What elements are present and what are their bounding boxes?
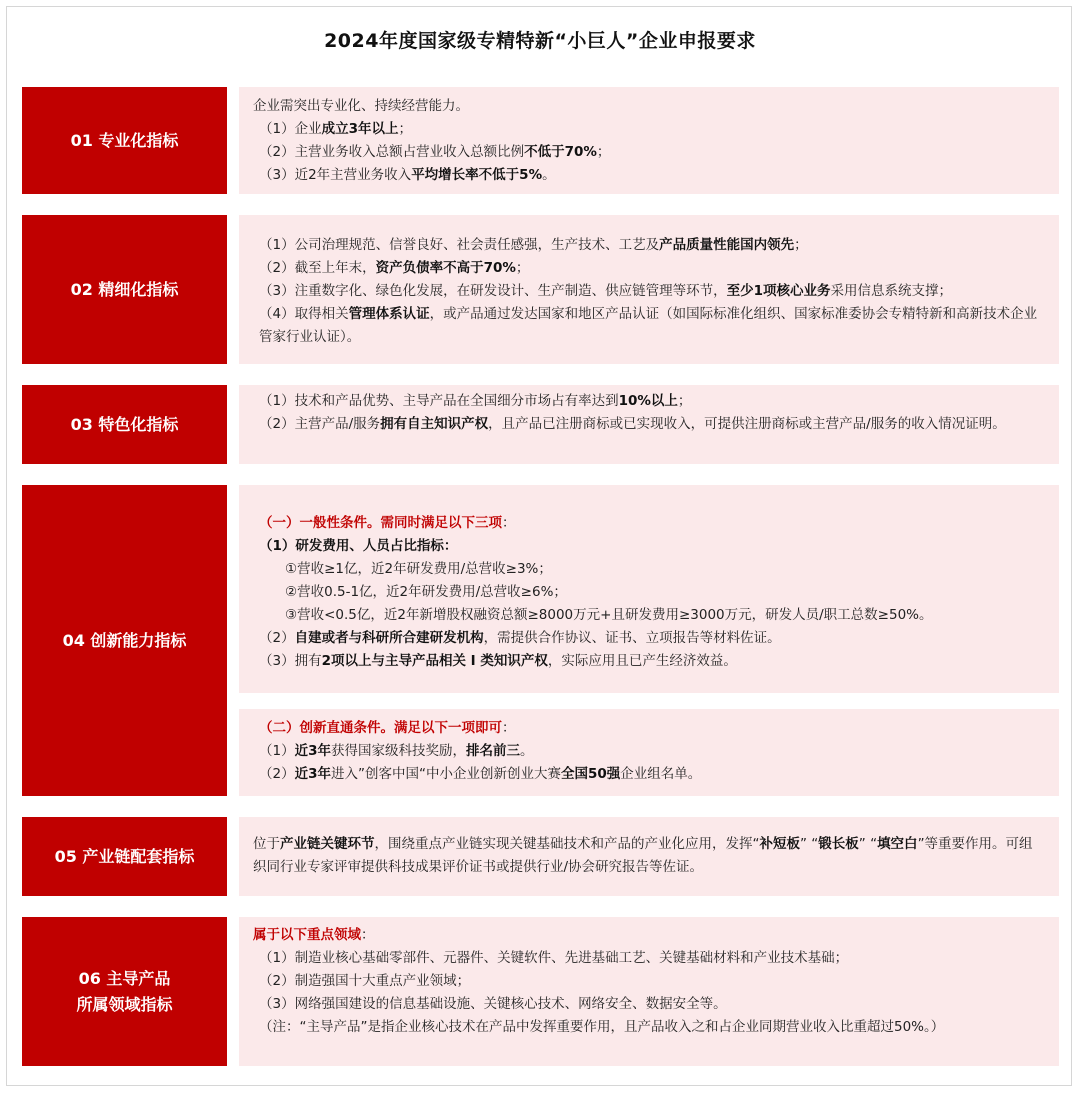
section-02-label xyxy=(22,215,227,364)
section-04-direct-item-1: （1）近3年获得国家级科技奖励，排名前三。 xyxy=(259,743,534,759)
section-06-label-line-2: 所属领域指标 xyxy=(76,994,173,1014)
section-04-general-sub-2: ②营收0.5-1亿，近2年研发费用/总营收≥6%； xyxy=(285,584,567,600)
section-04-direct-item-2: （2）近3年进入”创客中国“中小企业创新创业大赛全国50强企业组名单。 xyxy=(259,766,702,782)
section-06-content xyxy=(239,917,1059,1066)
section-04-general-item-3: （3）拥有2项以上与主导产品相关 I 类知识产权，实际应用且已产生经济效益。 xyxy=(259,653,737,669)
section-02-item-1: （1）公司治理规范、信誉良好、社会责任感强，生产技术、工艺及产品质量性能国内领先； xyxy=(259,237,808,253)
section-01-label-text: 01 专业化指标 xyxy=(70,130,179,150)
section-06-item-2: （2）制造强国十大重点产业领域； xyxy=(259,973,471,989)
section-02-item-3: （3）注重数字化、绿色化发展，在研发设计、生产制造、供应链管理等环节，至少1项核心业务采用信息系统支撑； xyxy=(259,283,952,299)
section-05-label-text: 05 产业链配套指标 xyxy=(54,846,195,866)
section-02-item-2: （2）截至上年末，资产负债率不高于70%； xyxy=(259,260,530,276)
section-01-intro: 企业需突出专业化、持续经营能力。 xyxy=(253,98,469,114)
section-04-general-item-1: （1）研发费用、人员占比指标： xyxy=(259,538,458,554)
section-04-direct-content xyxy=(239,709,1059,796)
section-04-label-text: 04 创新能力指标 xyxy=(62,630,187,650)
section-01-item-3: （3）近2年主营业务收入平均增长率不低于5%。 xyxy=(259,167,556,183)
section-03-content xyxy=(239,385,1059,464)
section-06-item-1: （1）制造业核心基础零部件、元器件、关键软件、先进基础工艺、关键基础材料和产业技术基础； xyxy=(259,950,849,966)
section-03-label xyxy=(22,385,227,464)
section-04-general-sub-3: ③营收<0.5亿，近2年新增股权融资总额≥8000万元+且研发费用≥3000万元，研发人员/职工总数≥50%。 xyxy=(285,607,933,623)
section-05-paragraph: 位于产业链关键环节，围绕重点产业链实现关键基础技术和产品的产业化应用，发挥“补短板” “锻长板” “填空白”等重要作用。可组织同行业专家评审提供科技成果评价证书或提供行业/协会研究报告等佐证。 xyxy=(253,836,1033,875)
section-01-label xyxy=(22,87,227,194)
section-01-content xyxy=(239,87,1059,194)
section-05-content xyxy=(239,817,1059,896)
section-06-label xyxy=(22,917,227,1066)
section-04-label xyxy=(22,485,227,796)
section-01-item-1: （1）企业成立3年以上； xyxy=(259,121,412,137)
section-02-item-4: （4）取得相关管理体系认证，或产品通过发达国家和地区产品认证（如国际标准化组织、国家标准委协会专精特新和高新技术企业管家行业认证）。 xyxy=(259,306,1038,345)
section-06-item-3: （3）网络强国建设的信息基础设施、关键核心技术、网络安全、数据安全等。 xyxy=(259,996,727,1012)
section-05-label xyxy=(22,817,227,896)
section-03-item-2: （2）主营产品/服务拥有自主知识产权，且产品已注册商标或已实现收入，可提供注册商标或主营产品/服务的收入情况证明。 xyxy=(259,416,1006,432)
section-04-direct-heading: （二）创新直通条件。满足以下一项即可： xyxy=(259,720,516,736)
section-06-note: （注：“主导产品”是指企业核心技术在产品中发挥重要作用，且产品收入之和占企业同期营业收入比重超过50%。） xyxy=(259,1019,945,1035)
section-03-label-text: 03 特色化指标 xyxy=(70,414,179,434)
section-04-general-heading: （一）一般性条件。需同时满足以下三项： xyxy=(259,515,516,531)
section-04-general-item-2: （2）自建或者与科研所合建研发机构，需提供合作协议、证书、立项报告等材料佐证。 xyxy=(259,630,781,646)
section-02-label-text: 02 精细化指标 xyxy=(70,279,179,299)
section-04-general-sub-1: ①营收≥1亿，近2年研发费用/总营收≥3%； xyxy=(285,561,552,577)
page-title: 2024年度国家级专精特新“小巨人”企业申报要求 xyxy=(324,30,756,52)
section-03-item-1: （1）技术和产品优势、主导产品在全国细分市场占有率达到10%以上； xyxy=(259,393,692,409)
section-06-heading: 属于以下重点领域： xyxy=(253,927,375,943)
section-02-content xyxy=(239,215,1059,364)
section-06-label-line-1: 06 主导产品 xyxy=(78,968,171,988)
section-04-general-content xyxy=(239,485,1059,693)
section-01-item-2: （2）主营业务收入总额占营业收入总额比例不低于70%； xyxy=(259,144,611,160)
